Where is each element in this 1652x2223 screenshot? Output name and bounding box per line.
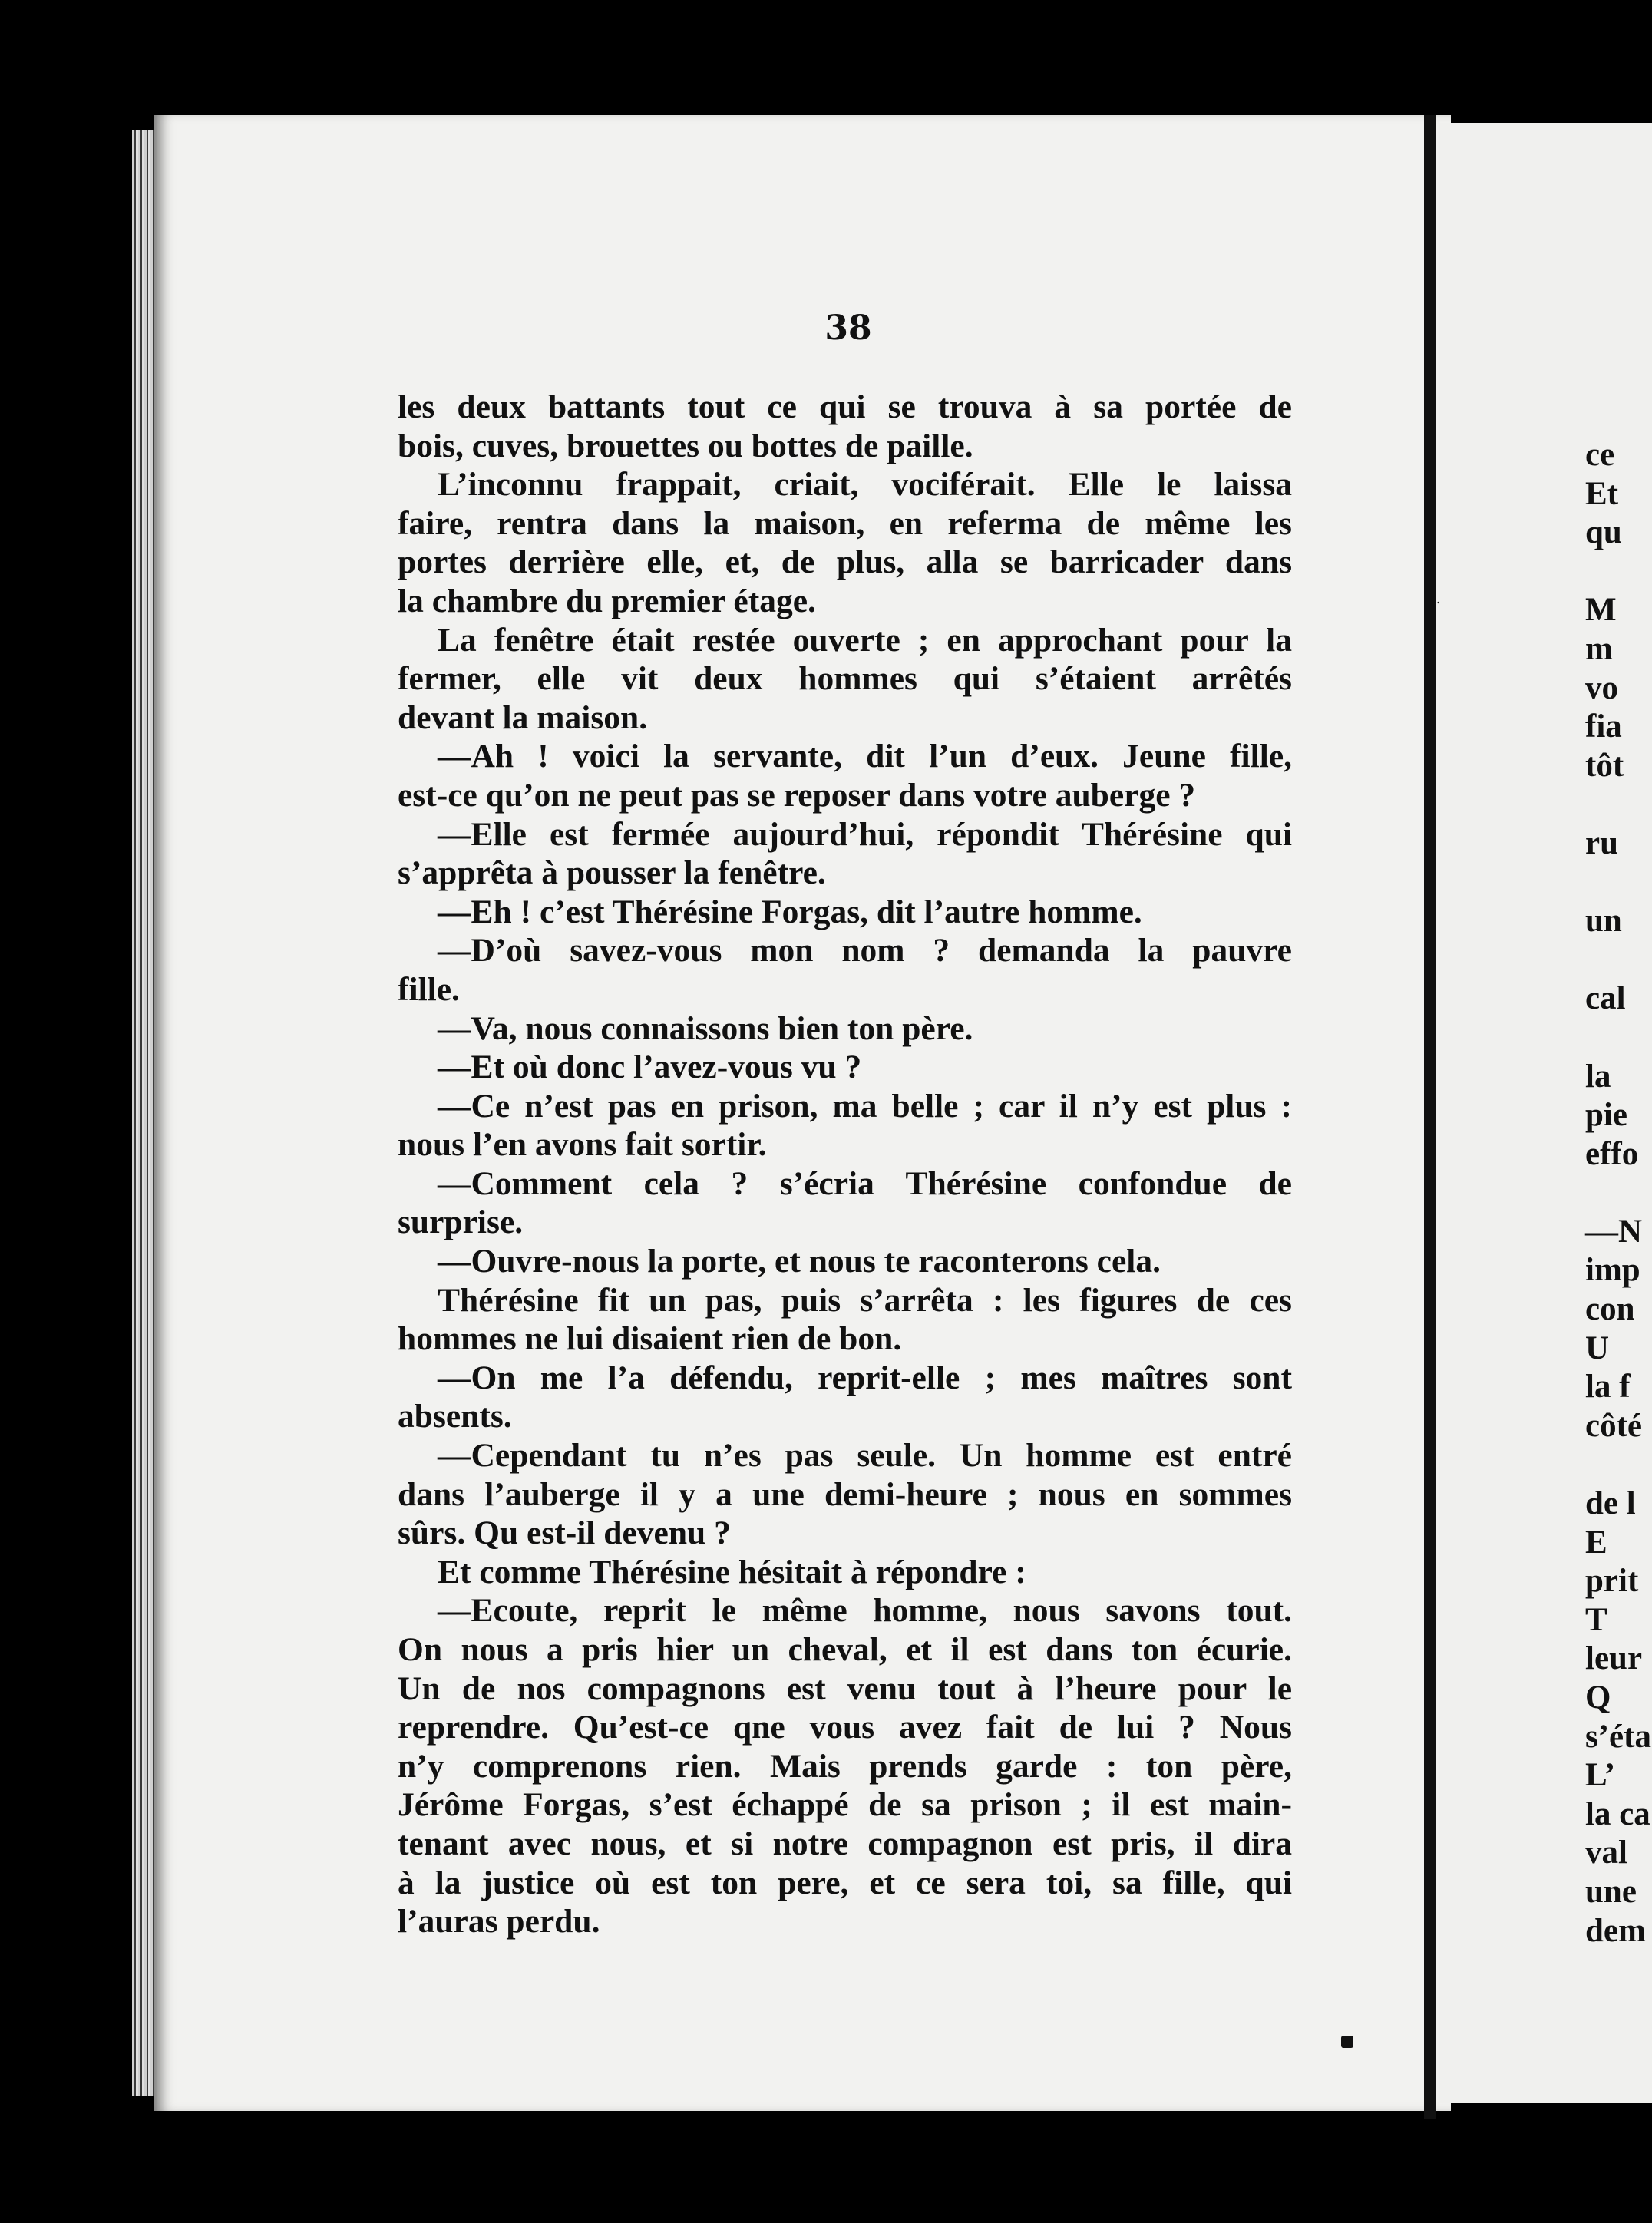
text-line: —Ce n’est pas en prison, ma belle ; car il n’y est plus :	[438, 1087, 1292, 1125]
text-line: —Ecoute, reprit le même homme, nous savons tout.	[438, 1592, 1292, 1630]
right-page-fragment: con	[1585, 1291, 1635, 1328]
text-line: Thérésine fit un pas, puis s’arrêta : les figures de ces	[438, 1281, 1292, 1319]
page-number: 38	[824, 309, 872, 348]
text-line: La fenêtre était restée ouverte ; en approchant pour la	[438, 621, 1292, 659]
text-line: Jérôme Forgas, s’est échappé de sa prison ; il est main-	[398, 1786, 1292, 1824]
right-page-fragment: E	[1585, 1524, 1607, 1561]
text-line: Et comme Thérésine hésitait à répondre :	[438, 1553, 1026, 1590]
text-line: hommes ne lui disaient rien de bon.	[398, 1320, 902, 1358]
right-page-text-fragments	[1585, 436, 1652, 1950]
right-page-fragment: —N	[1585, 1213, 1643, 1250]
right-page-fragment: imp	[1585, 1252, 1640, 1289]
right-page-fragment: U	[1585, 1330, 1610, 1366]
text-line: tenant avec nous, et si notre compagnon est pris, il dira	[398, 1825, 1292, 1862]
right-page-fragment: leur	[1585, 1640, 1643, 1677]
text-line: —Va, nous connaissons bien ton père.	[438, 1009, 973, 1047]
right-page-fragment: cal	[1585, 980, 1626, 1017]
text-line: bois, cuves, brouettes ou bottes de paille.	[398, 427, 973, 464]
right-page-fragment: de l	[1585, 1485, 1636, 1522]
text-line: est-ce qu’on ne peut pas se reposer dans votre auberge ?	[398, 776, 1196, 814]
right-page-fragment: ru	[1585, 824, 1618, 861]
right-page-fragment: prit	[1585, 1563, 1639, 1600]
text-line: n’y comprenons rien. Mais prends garde : ton père,	[398, 1747, 1292, 1785]
page-body-text	[398, 388, 1292, 1941]
right-page-fragment: qu	[1585, 514, 1622, 551]
right-page-fragment: s’éta	[1585, 1718, 1651, 1755]
text-line: —Et où donc l’avez-vous vu ?	[438, 1049, 862, 1086]
right-page-fragment: L’	[1585, 1757, 1616, 1794]
right-page-fragment: m	[1585, 630, 1613, 667]
text-line: à la justice où est ton pere, et ce sera toi, sa fille, qui	[398, 1864, 1292, 1901]
text-line: —Eh ! c’est Thérésine Forgas, dit l’autre homme.	[438, 893, 1142, 930]
right-page-fragment	[1585, 941, 1652, 980]
right-page-fragment: M	[1585, 592, 1617, 629]
text-line: s’apprêta à pousser la fenêtre.	[398, 854, 826, 892]
right-page-fragment: la	[1585, 1058, 1611, 1095]
right-page-fragment	[1585, 785, 1652, 824]
right-page-fragment: Et	[1585, 475, 1618, 512]
right-page-fragment: ce	[1585, 437, 1615, 473]
right-page-fragment	[1585, 1019, 1652, 1058]
text-line: absents.	[398, 1398, 512, 1435]
text-line: fille.	[398, 970, 460, 1008]
right-page-fragment: la ca	[1585, 1795, 1650, 1832]
text-line: devant la maison.	[398, 699, 648, 736]
text-line: —Ah ! voici la servante, dit l’un d’eux. Jeune fille,	[438, 738, 1292, 775]
text-line: portes derrière elle, et, de plus, alla se barricader dans	[398, 543, 1292, 581]
right-page-fragment	[1585, 864, 1652, 903]
text-line: faire, rentra dans la maison, en referma de même les	[398, 504, 1292, 542]
text-line: —Elle est fermée aujourd’hui, répondit Thérésine qui	[438, 815, 1292, 853]
right-page-fragment: dem	[1585, 1912, 1646, 1949]
book-gutter	[1424, 115, 1436, 2119]
text-line: L’inconnu frappait, criait, vociférait. Elle le laissa	[438, 466, 1292, 504]
right-page-fragment: tôt	[1585, 747, 1624, 784]
right-page-fragment: la f	[1585, 1369, 1631, 1405]
right-page-fragment: effo	[1585, 1135, 1639, 1172]
right-page-fragment: Q	[1585, 1680, 1611, 1716]
ink-dot-mark	[1341, 2036, 1353, 2048]
right-page-fragment	[1585, 1174, 1652, 1213]
right-page-fragment	[1585, 553, 1652, 592]
right-page-fragment: vo	[1585, 669, 1618, 706]
right-page-fragment: un	[1585, 903, 1622, 940]
right-page-fragment: pie	[1585, 1097, 1627, 1134]
text-line: —Cependant tu n’es pas seule. Un homme est entré	[438, 1437, 1292, 1475]
text-line: —D’où savez-vous mon nom ? demanda la pauvre	[438, 932, 1292, 969]
right-page-fragment: fia	[1585, 709, 1622, 745]
text-line: On nous a pris hier un cheval, et il est dans ton écurie.	[398, 1631, 1292, 1668]
text-line: dans l’auberge il y a une demi-heure ; nous en sommes	[398, 1475, 1292, 1513]
right-page-fragment: côté	[1585, 1407, 1642, 1444]
text-line: —Comment cela ? s’écria Thérésine confondue de	[438, 1164, 1292, 1202]
text-line: reprendre. Qu’est-ce qne vous avez fait de lui ? Nous	[398, 1709, 1292, 1746]
text-line: les deux battants tout ce qui se trouva à sa portée de	[398, 388, 1292, 425]
right-page-fragment	[1585, 1445, 1652, 1485]
right-page-fragment: val	[1585, 1835, 1627, 1871]
text-line: fermer, elle vit deux hommes qui s’étaient arrêtés	[398, 660, 1292, 698]
text-line: surprise.	[398, 1204, 524, 1241]
text-line: Un de nos compagnons est venu tout à l’heure pour le	[398, 1670, 1292, 1707]
right-page-fragment: une	[1585, 1873, 1637, 1910]
text-line: —Ouvre-nous la porte, et nous te raconterons cela.	[438, 1243, 1161, 1280]
text-line: nous l’en avons fait sortir.	[398, 1126, 767, 1164]
text-line: —On me l’a défendu, reprit-elle ; mes maîtres sont	[438, 1359, 1292, 1396]
text-line: l’auras perdu.	[398, 1903, 600, 1941]
text-line: sûrs. Qu est-il devenu ?	[398, 1514, 731, 1552]
right-page-fragment: T	[1585, 1601, 1607, 1638]
text-line: la chambre du premier étage.	[398, 582, 816, 619]
